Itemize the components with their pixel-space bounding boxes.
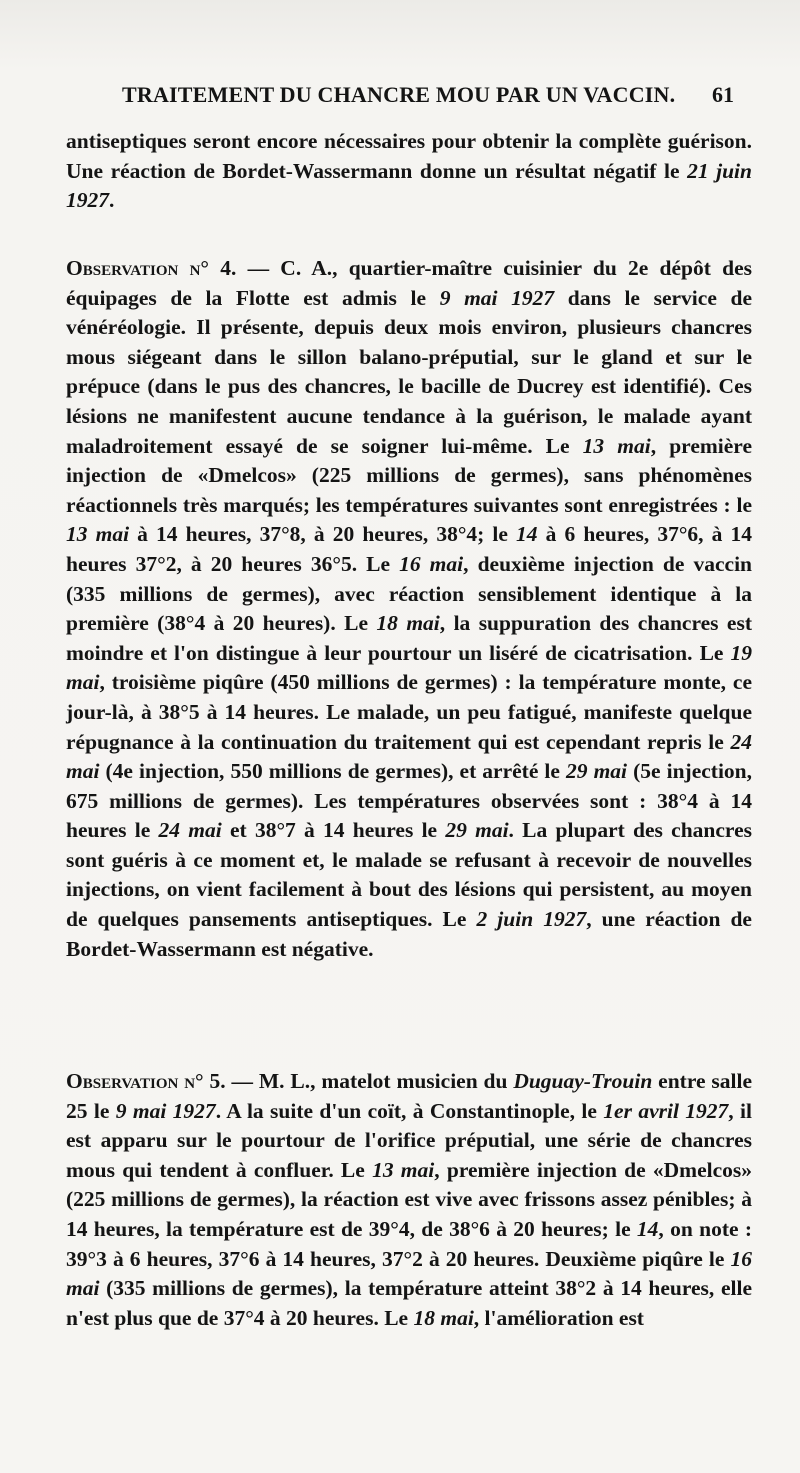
date: 18 mai — [413, 1305, 474, 1330]
text-run: et 38°7 à 14 heures le — [221, 818, 446, 843]
paragraph-3 — [66, 1067, 752, 1333]
date: 1er avril 1927 — [603, 1098, 729, 1123]
page-header — [66, 82, 748, 116]
date: 14 — [516, 522, 538, 547]
date: 13 mai — [66, 522, 130, 547]
paragraph-1 — [66, 127, 752, 216]
text-run: , première injection de «Dmelcos» (225 millions de germes), sans phénomènes réactionnels très marqués; les températures suivantes sont enregistrées : le — [66, 433, 752, 517]
date: 16 mai — [66, 1246, 752, 1301]
text-run: dans le service de vénéréologie. Il présente, depuis deux mois environ, plusieurs chancres mous siégeant dans le sillon balano-préputial, sur le gland et sur le prépuce (dans le pus des chancres, le bacille de Ducrey est identifié). Ces lésions ne manifestent aucune tendance à la guérison, le malade ayant maladroitement essayé de se soigner lui-même. Le — [66, 285, 752, 458]
observation-label: Observation n° 5. — [66, 1069, 226, 1093]
text-run: (335 millions de germes), la température atteint 38°2 à 14 heures, elle n'est plus que de 37°4 à 20 heures. Le — [66, 1276, 752, 1330]
text-run: , deuxième injection de vaccin (335 millions de germes), avec réaction sensiblement identique à la première (38°4 à 20 heures). Le — [66, 551, 752, 636]
date: 13 mai — [372, 1157, 435, 1182]
date: 16 mai — [399, 551, 464, 576]
ship-name: Duguay-Trouin — [513, 1069, 653, 1093]
text-run: , il est apparu sur le pourtour de l'orifice préputial, une série de chancres mous qui tendent à confluer. Le — [66, 1098, 752, 1182]
date: 13 mai — [582, 433, 651, 458]
date: 19 mai — [66, 640, 752, 695]
text-run: , troisième piqûre (450 millions de germes) : la température monte, ce jour-là, à 38°5 à 14 heures. Le malade, un peu fatigué, manifeste quelque répugnance à la continuation du traitement qui est cependant repris le — [66, 670, 752, 754]
text-run: . A la suite d'un coït, à Constantinople, le — [215, 1098, 604, 1123]
date: 24 mai — [66, 729, 752, 784]
text-run: — C. A., quartier-maître cuisinier du 2e dépôt des équipages de la Flotte est admis le — [66, 256, 752, 310]
observation-label: Observation n° 4. — [66, 256, 237, 280]
date: 18 mai — [376, 611, 440, 636]
text-run: (4e injection, 550 millions de germes), et arrêté le — [99, 759, 567, 784]
text-run: antiseptiques seront encore nécessaires pour obtenir la complète guérison. Une réaction de Bordet-Wassermann donne un résultat négatif le — [66, 129, 752, 183]
date: 29 mai — [445, 818, 509, 843]
date: 9 mai 1927 — [439, 285, 555, 310]
date: 2 juin 1927 — [476, 907, 587, 932]
text-run: à 14 heures, 37°8, à 20 heures, 38°4; le — [129, 522, 517, 547]
observation-5 — [66, 1067, 752, 1333]
page-number: 61 — [712, 82, 734, 107]
text-run: , une réaction de Bordet-Wassermann est négative. — [66, 907, 752, 961]
observation-4 — [66, 254, 752, 964]
date: 14 — [636, 1216, 659, 1241]
running-title: TRAITEMENT DU CHANCRE MOU PAR UN VACCIN. — [122, 82, 676, 107]
text-run: , on note : 39°3 à 6 heures, 37°6 à 14 heures, 37°2 à 20 heures. Deuxième piqûre le — [66, 1216, 752, 1271]
text-run: , l'amélioration est — [473, 1305, 644, 1330]
paragraph-continuation — [66, 127, 752, 216]
text-run: entre salle 25 le — [66, 1069, 752, 1123]
text-run: (5e injection, 675 millions de germes). Les températures observées sont : 38°4 à 14 heures le — [66, 759, 752, 843]
date: 9 mai 1927 — [115, 1098, 216, 1123]
date: 29 mai — [566, 759, 628, 784]
text-run: . La plupart des chancres sont guéris à ce moment et, le malade se refusant à recevoir de nouvelles injections, on vient facilement à bout des lésions qui persistent, au moyen de quelques pansements antiseptiques. Le — [66, 818, 752, 932]
text-run: à 6 heures, 37°6, à 14 heures 37°2, à 20 heures 36°5. Le — [66, 522, 752, 576]
date: 24 mai — [158, 818, 222, 843]
paragraph-2 — [66, 254, 752, 964]
text-run: , première injection de «Dmelcos» (225 millions de germes), la réaction est vive avec frissons assez pénibles; à 14 heures, la température est de 39°4, de 38°6 à 20 heures; le — [66, 1157, 753, 1241]
text-run: , la suppuration des chancres est moindre et l'on distingue à leur pourtour un liséré de cicatrisation. Le — [66, 611, 752, 665]
date: 21 juin 1927 — [66, 158, 752, 213]
text-run: . — [109, 188, 115, 213]
text-run: — M. L., matelot musicien du — [225, 1069, 514, 1093]
